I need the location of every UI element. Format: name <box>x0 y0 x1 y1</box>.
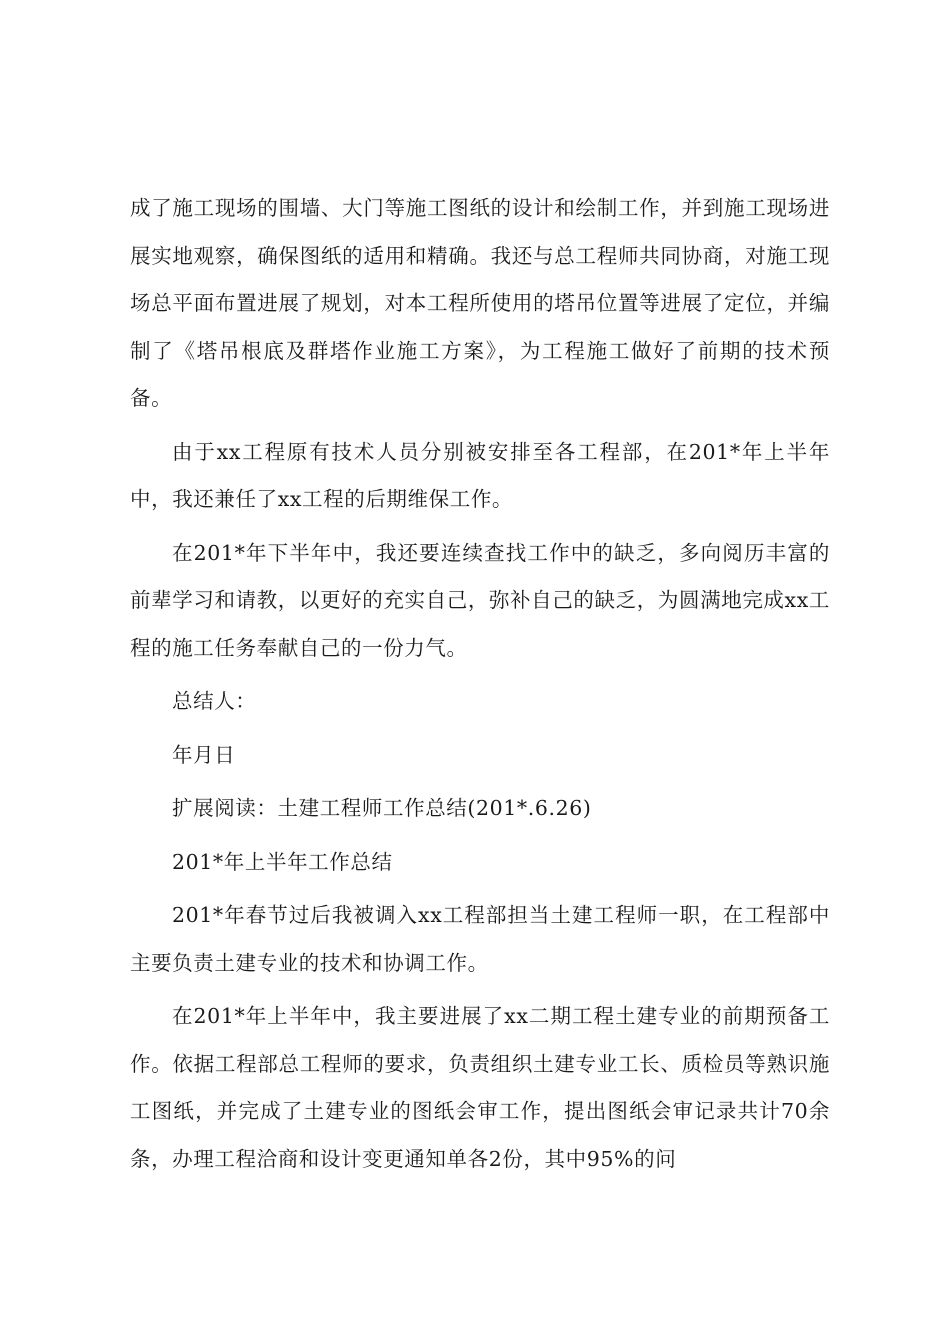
summary-date-label: 年月日 <box>172 742 236 767</box>
paragraph-first-half-work: 在201*年上半年中，我主要进展了xx二期工程土建专业的前期预备工作。依据工程部总工程师的要求，负责组织土建专业工长、质检员等熟识施工图纸，并完成了土建专业的图纸会审工作，提出图纸会审记录共计70余条，办理工程洽商和设计变更通知单各2份，其中95%的问 <box>130 1004 830 1171</box>
extended-reading-title: 扩展阅读：土建工程师工作总结(201*.6.26) <box>172 796 592 820</box>
paragraph-transfer: 201*年春节过后我被调入xx工程部担当土建工程师一职，在工程部中主要负责土建专业的技术和协调工作。 <box>130 903 830 975</box>
document-body <box>130 185 830 1183</box>
paragraph-maintenance: 由于xx工程原有技术人员分别被安排至各工程部，在201*年上半年中，我还兼任了xx工程的后期维保工作。 <box>130 439 830 511</box>
paragraph-construction-drawings: 成了施工现场的围墙、大门等施工图纸的设计和绘制工作，并到施工现场进展实地观察，确保图纸的适用和精确。我还与总工程师共同协商，对施工现场总平面布置进展了规划，对本工程所使用的塔吊位置等进展了定位，并编制了《塔吊根底及群塔作业施工方案》，为工程施工做好了前期的技术预备。 <box>130 196 830 410</box>
section-title: 201*年上半年工作总结 <box>172 849 393 874</box>
paragraph-second-half-plan: 在201*年下半年中，我还要连续查找工作中的缺乏，多向阅历丰富的前辈学习和请教，以更好的充实自己，弥补自己的缺乏，为圆满地完成xx工程的施工任务奉献自己的一份力气。 <box>130 540 830 660</box>
summary-author-label: 总结人： <box>172 689 257 713</box>
